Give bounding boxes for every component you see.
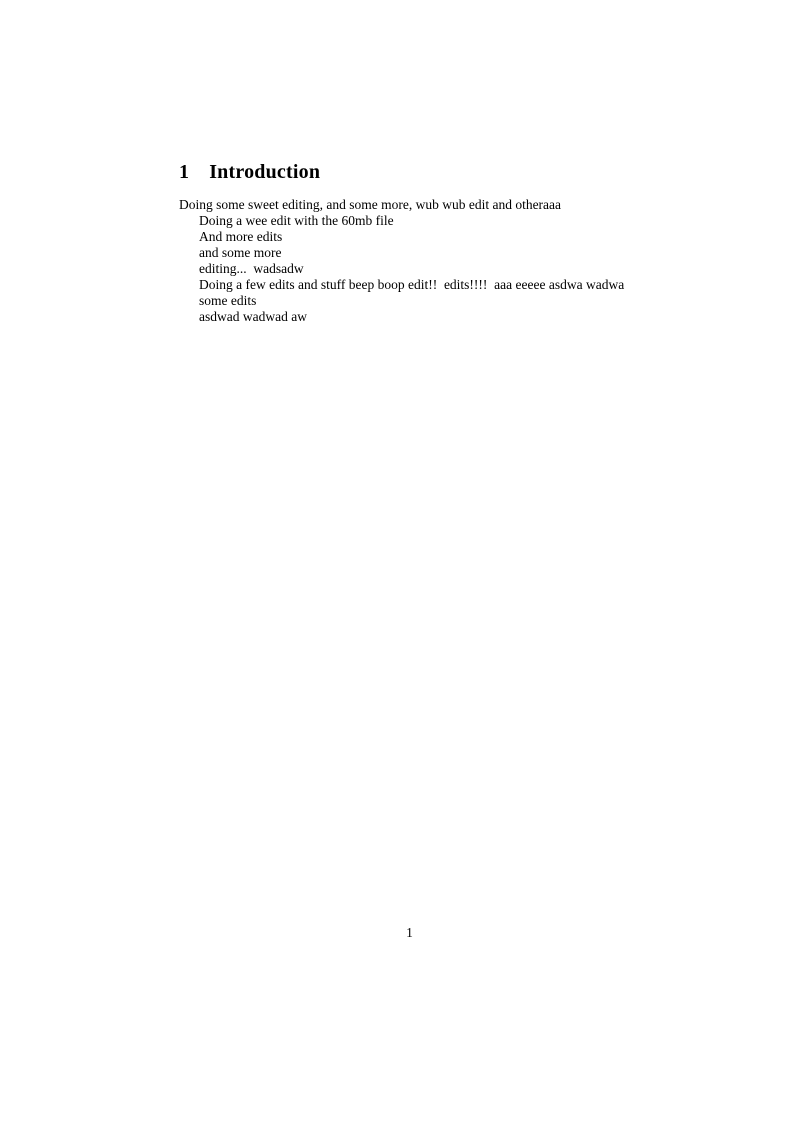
page-footer (179, 925, 640, 941)
paragraph: Doing some sweet editing, and some more, wub wub edit and otheraaa (179, 197, 562, 212)
page-number: 1 (406, 925, 413, 940)
section-heading (179, 160, 640, 184)
paragraph: some edits (199, 293, 257, 308)
paragraph: Doing a wee edit with the 60mb file (199, 213, 394, 228)
paragraph: and some more (199, 245, 282, 260)
section-number: 1 (179, 161, 190, 183)
section-title: Introduction (209, 161, 321, 183)
paragraph: asdwad wadwad aw (199, 309, 307, 324)
paragraph: editing... wadsadw (199, 261, 304, 276)
section-introduction (179, 160, 640, 325)
paragraph: And more edits (199, 229, 283, 244)
body-text (179, 197, 640, 325)
paragraph: Doing a few edits and stuff beep boop edit!! edits!!!! aaa eeeee asdwa wadwa (199, 277, 625, 292)
